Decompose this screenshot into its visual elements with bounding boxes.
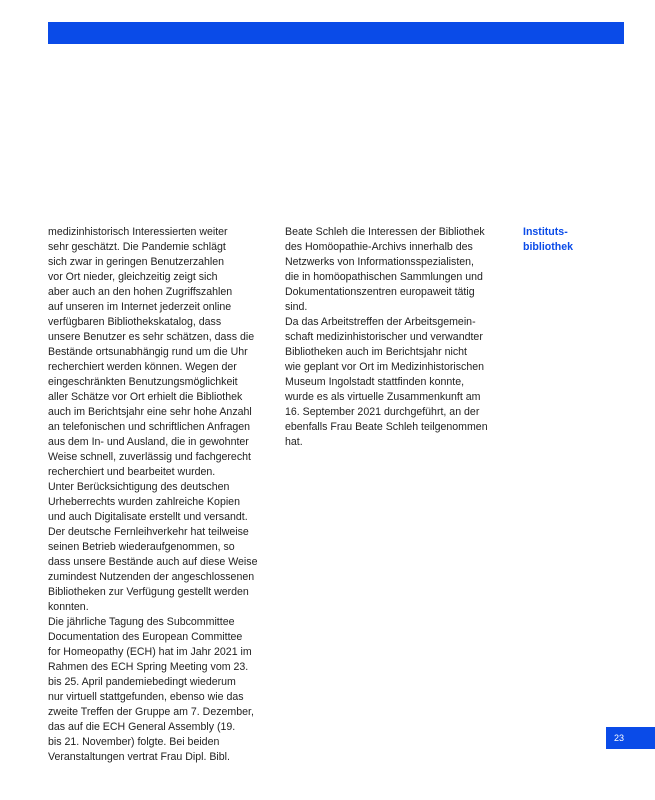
text-line: nur virtuell stattgefunden, ebenso wie das xyxy=(48,691,244,703)
text-line: unsere Benutzer es sehr schätzen, dass die xyxy=(48,331,255,343)
text-line: Bestände ortsunabhängig rund um die Uhr xyxy=(48,346,248,358)
text-line: Bibliotheken zur Verfügung gestellt werden xyxy=(48,586,249,598)
text-line: wie geplant vor Ort im Medizinhistorischen xyxy=(285,361,485,373)
text-line: 16. September 2021 durchgeführt, an der xyxy=(285,406,480,418)
text-line: sind. xyxy=(285,301,308,313)
text-line: Da das Arbeitstreffen der Arbeitsgemein- xyxy=(285,316,476,328)
text-line: und auch Digitalisate erstellt und versandt. xyxy=(48,511,248,523)
body-column-middle xyxy=(285,225,510,450)
section-title-line: Instituts- xyxy=(523,226,568,238)
section-title-line: bibliothek xyxy=(523,241,574,253)
section-title xyxy=(523,225,613,255)
text-line: Unter Berücksichtigung des deutschen xyxy=(48,481,230,493)
text-line: Der deutsche Fernleihverkehr hat teilweise xyxy=(48,526,249,538)
text-line: zweite Treffen der Gruppe am 7. Dezember, xyxy=(48,706,254,718)
text-line: aber auch an den hohen Zugriffszahlen xyxy=(48,286,233,298)
text-line: bis 25. April pandemiebedingt wiederum xyxy=(48,676,236,688)
page-number: 23 xyxy=(613,733,624,743)
text-line: sehr geschätzt. Die Pandemie schlägt xyxy=(48,241,226,253)
text-line: aus dem In- und Ausland, die in gewohnter xyxy=(48,436,249,448)
text-line: konnten. xyxy=(48,601,89,613)
text-line: an telefonischen und schriftlichen Anfragen xyxy=(48,421,251,433)
text-line: recherchiert werden können. Wegen der xyxy=(48,361,237,373)
text-line: ebenfalls Frau Beate Schleh teilgenommen xyxy=(285,421,488,433)
text-line: dass unsere Bestände auch auf diese Weise xyxy=(48,556,258,568)
text-line: medizinhistorisch Interessierten weiter xyxy=(48,226,228,238)
text-line: sich zwar in geringen Benutzerzahlen xyxy=(48,256,225,268)
text-line: wurde es als virtuelle Zusammenkunft am xyxy=(285,391,481,403)
text-line: auch im Berichtsjahr eine sehr hohe Anzahl xyxy=(48,406,252,418)
text-line: vor Ort nieder, gleichzeitig zeigt sich xyxy=(48,271,218,283)
text-line: des Homöopathie-Archivs innerhalb des xyxy=(285,241,473,253)
text-line: zumindest Nutzenden der angeschlossenen xyxy=(48,571,255,583)
text-line: for Homeopathy (ECH) hat im Jahr 2021 im xyxy=(48,646,252,658)
text-line: recherchiert und bearbeitet wurden. xyxy=(48,466,216,478)
text-line: auf unseren im Internet jederzeit online xyxy=(48,301,232,313)
text-line: verfügbaren Bibliothekskatalog, dass xyxy=(48,316,222,328)
text-line: Bibliotheken auch im Berichtsjahr nicht xyxy=(285,346,467,358)
text-line: Die jährliche Tagung des Subcommittee xyxy=(48,616,235,628)
body-column-left xyxy=(48,225,276,765)
text-line: aller Schätze vor Ort erhielt die Bibliothek xyxy=(48,391,243,403)
text-line: eingeschränkten Benutzungsmöglichkeit xyxy=(48,376,238,388)
text-line: die in homöopathischen Sammlungen und xyxy=(285,271,483,283)
text-line: Weise schnell, zuverlässig und fachgerecht xyxy=(48,451,251,463)
text-line: Veranstaltungen vertrat Frau Dipl. Bibl. xyxy=(48,751,230,763)
page-number-tab xyxy=(606,727,655,749)
text-line: Rahmen des ECH Spring Meeting vom 23. xyxy=(48,661,249,673)
text-line: schaft medizinhistorischer und verwandter xyxy=(285,331,483,343)
text-line: Museum Ingolstadt stattfinden konnte, xyxy=(285,376,465,388)
text-line: Beate Schleh die Interessen der Bibliothek xyxy=(285,226,485,238)
text-line: Netzwerks von Informationsspezialisten, xyxy=(285,256,475,268)
text-line: Urheberrechts wurden zahlreiche Kopien xyxy=(48,496,240,508)
text-line: Dokumentationszentren europaweit tätig xyxy=(285,286,475,298)
text-line: das auf die ECH General Assembly (19. xyxy=(48,721,236,733)
text-line: seinen Betrieb wiederaufgenommen, so xyxy=(48,541,235,553)
header-accent-bar xyxy=(48,22,624,44)
text-line: hat. xyxy=(285,436,303,448)
text-line: bis 21. November) folgte. Bei beiden xyxy=(48,736,220,748)
text-line: Documentation des European Committee xyxy=(48,631,243,643)
